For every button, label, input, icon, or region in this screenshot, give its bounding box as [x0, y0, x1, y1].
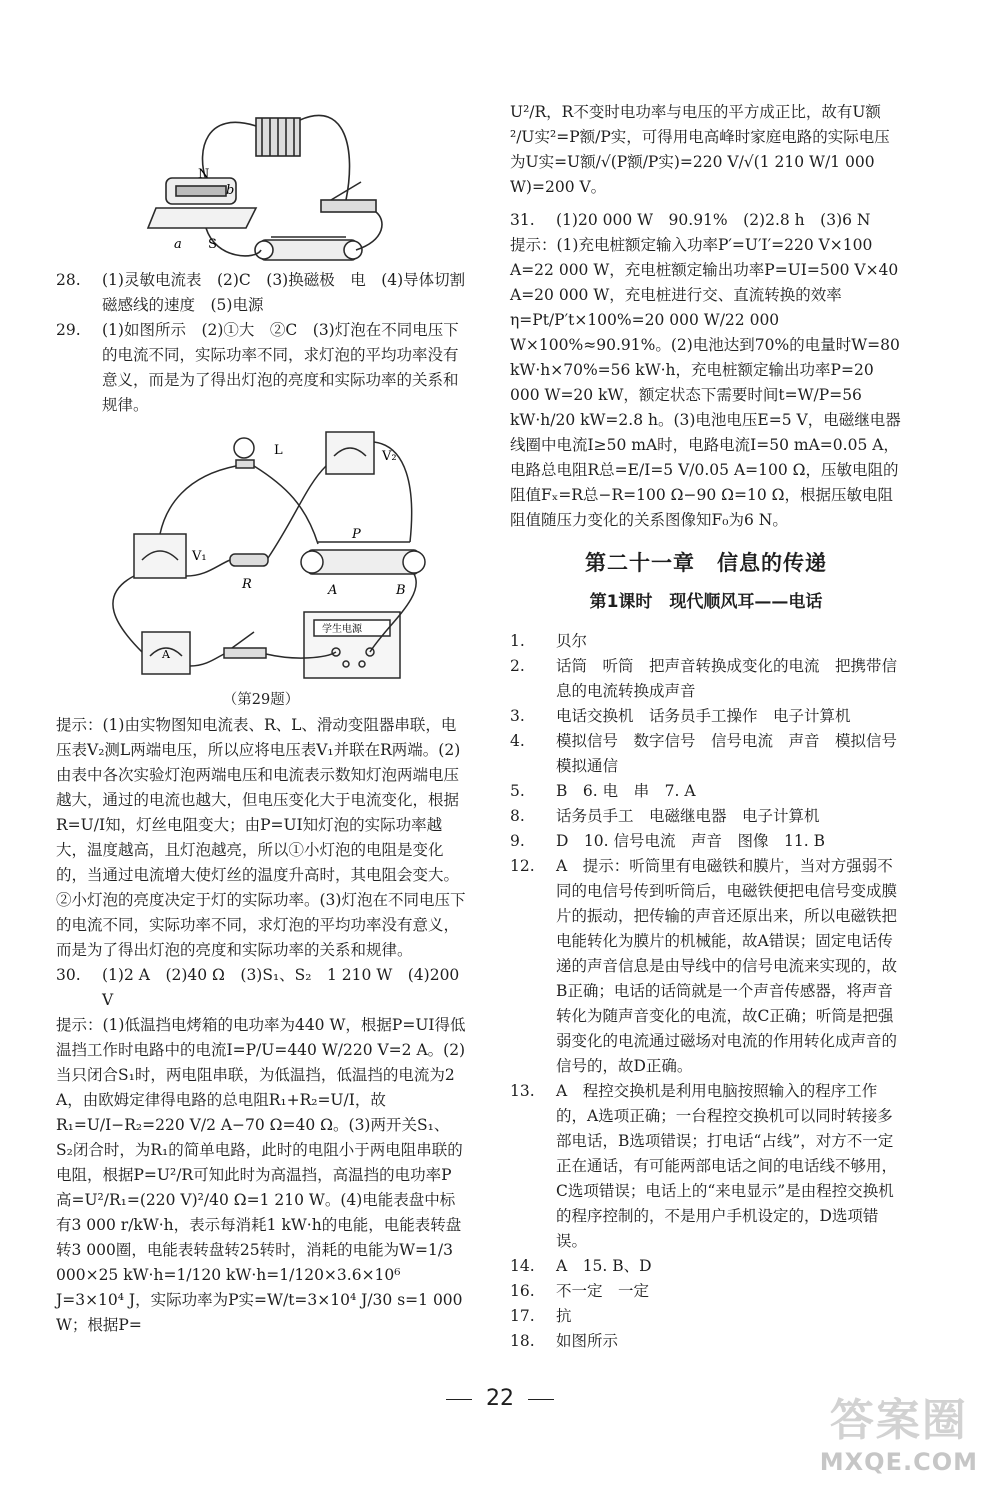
answer-number: 9. [510, 832, 525, 850]
circuit-diagram-svg [56, 426, 466, 688]
watermark-line2: MXQE.COM [819, 1448, 978, 1476]
answer-number: 1. [510, 632, 525, 650]
chapter-title: 第二十一章 信息的传递 [585, 551, 827, 575]
answer-number: 8. [510, 807, 525, 825]
hint-31: 提示：(1)充电桩额定输入功率P′=U′I′=220 V×100 A=22 000 W，充电桩额定输出功率P=UI=500 V×40 A=20 000 W，充电桩进行交、直流转换的效率η=Pt/P′t×100%=20 000 W/22 000 W×100%≈90.91%。(2)电池达到70%的电量时W=80 kW·h×70%=56 kW·h，充电桩额定输出功率P=20 000 W=20 kW，额定状态下需要时间t=W/P=56 kW·h/20 kW=2.8 h。(3)电池电压E=5 V，电磁继电器线圈中电流I≥50 mA时，电路电流I=50 mA=0.05 A，电路总电阻R总=E/I=5 V/0.05 A=100 Ω，压敏电阻的阻值Fₓ=R总−R=100 Ω−90 Ω=10 Ω，根据压敏电阻阻值随压力变化的关系图像知F₀为6 N。 [510, 236, 901, 529]
hint-29: 提示：(1)由实物图知电流表、R、L、滑动变阻器串联，电压表V₂测L两端电压，所以应将电压表V₁并联在R两端。(2)由表中各次实验灯泡两端电压和电流表示数知灯泡两端电压越大，通过的电流也越大，但电压变化大于电流变化，根据R=U/I知，灯丝电阻变大；由P=UI知灯泡的实际功率越大，温度越高，且灯泡越亮，所以①小灯泡的电阻是变化的，当通过电流增大使灯丝的温度升高时，其电阻会变大。②小灯泡的亮度决定于灯的实际功率。(3)灯泡在不同电压下的电流不同，实际功率不同，求灯泡的平均功率没有意义，而是为了得出灯泡的亮度和实际功率的关系和规律。 [56, 716, 466, 959]
answer-number: 16. [510, 1282, 535, 1300]
list-item [510, 829, 902, 854]
answer-text: D 10. 信号电流 声音 图像 11. B [556, 832, 825, 850]
list-item [510, 804, 902, 829]
figure-q29-circuit [56, 426, 466, 688]
answer-number: 13. [510, 1082, 535, 1100]
answer-text: 抗 [556, 1307, 572, 1325]
answer-31: 31. (1)20 000 W 90.91% (2)2.8 h (3)6 N [510, 211, 871, 229]
svg-text:b: b [226, 183, 235, 198]
figure-q27-apparatus [56, 90, 466, 268]
answer-number: 4. [510, 732, 525, 750]
answer-number: 3. [510, 707, 525, 725]
answer-text: 贝尔 [556, 632, 588, 650]
answer-number: 18. [510, 1332, 535, 1350]
list-item [510, 1079, 902, 1254]
label-L: L [274, 443, 283, 458]
label-A: A [328, 583, 338, 598]
list-item [510, 1304, 902, 1329]
right-column [510, 100, 913, 1354]
label-V1: V₁ [192, 549, 207, 564]
list-item [510, 1329, 902, 1354]
answer-number: 14. [510, 1257, 535, 1275]
answer-list [510, 629, 913, 1354]
list-item [510, 854, 902, 1079]
answer-number: 2. [510, 657, 525, 675]
answer-text: B 6. 电 串 7. A [556, 782, 696, 800]
lesson-title: 第1课时 现代顺风耳——电话 [589, 592, 823, 612]
svg-text:N: N [198, 167, 210, 182]
answer-29: 29. (1)如图所示 (2)①大 ②C (3)灯泡在不同电压下的电流不同，实际功率不同，求灯泡的平均功率没有意义，而是为了得出灯泡的亮度和实际功率的关系和规律。 [56, 321, 459, 414]
answer-text: 话务员手工 电磁继电器 电子计算机 [556, 807, 820, 825]
label-supply: 学生电源 [322, 624, 362, 635]
watermark-logo [820, 1384, 978, 1476]
figure-29-caption: （第29题） [222, 692, 300, 708]
answer-28: 28. (1)灵敏电流表 (2)C (3)换磁极 电 (4)导体切割磁感线的速度 (5)电源 [56, 271, 466, 314]
list-item [510, 729, 913, 779]
answer-text: 话筒 听筒 把声音转换成变化的电流 把携带信息的电流转换成声音 [556, 657, 898, 700]
answer-text: 模拟信号 数字信号 信号电流 声音 模拟信号 模拟通信 [556, 732, 913, 775]
list-item [510, 1254, 902, 1279]
answer-text: A 15. B、D [556, 1257, 652, 1275]
label-ammeter: A [162, 648, 170, 661]
answer-number: 5. [510, 782, 525, 800]
svg-text:S: S [208, 237, 217, 252]
hint-30-continued: U²/R，R不变时电功率与电压的平方成正比，故有U额²/U实²=P额/P实，可得用电高峰时家庭电路的实际电压为U实=U额/√(P额/P实)=220 V/√(1 210 W/1 000 W)=200 V。 [510, 103, 890, 196]
list-item [510, 1279, 902, 1304]
list-item [510, 654, 902, 704]
label-P: P [352, 527, 361, 542]
answer-30: 30. (1)2 A (2)40 Ω (3)S₁、S₂ 1 210 W (4)200 V [56, 966, 460, 1009]
answer-text: A 提示：听筒里有电磁铁和膜片，当对方强弱不同的电信号传到听筒后，电磁铁便把电信号变成膜片的振动，把传输的声音还原出来，所以电磁铁把电能转化为膜片的机械能，故A错误；固定电话传递的声音信息是由导线中的信号电流来实现的，故B正确；电话的话筒就是一个声音传感器，将声音转化为随声音变化的电流，故C正确；听筒是把强弱变化的电流通过磁场对电流的作用转化成声音的信号的，故D正确。 [556, 857, 898, 1075]
answer-text: A 程控交换机是利用电脑按照输入的程序工作的，A选项正确；一台程控交换机可以同时转接多部电话，B选项错误；打电话“占线”，对方不一定正在通话，有可能两部电话之间的电话线不够用，C选项错误；电话上的“来电显示”是由程控交换机的程序控制的，不是用户手机设定的，D选项错误。 [556, 1082, 898, 1250]
watermark-line1: 答案圈 [829, 1395, 968, 1446]
answer-text: 不一定 一定 [556, 1282, 650, 1300]
page-number: 22 [0, 1386, 1000, 1411]
list-item [510, 704, 902, 729]
answer-number: 17. [510, 1307, 535, 1325]
hint-30: 提示：(1)低温挡电烤箱的电功率为440 W，根据P=UI得低温挡工作时电路中的电流I=P/U=440 W/220 V=2 A。(2)当只闭合S₁时，两电阻串联，为低温挡，低温挡的电流为2 A，由欧姆定律得电路的总电阻R₁+R₂=U/I，故R₁=U/I−R₂=220 V/2 A−70 Ω=40 Ω。(3)两开关S₁、S₂闭合时，为R₁的简单电路，此时的电阻小于两电阻串联的电阻，根据P=U²/R可知此时为高温挡，高温挡的电功率P高=U²/R₁=(220 V)²/40 Ω=1 210 W。(4)电能表盘中标有3 000 r/kW·h，表示每消耗1 kW·h的电能，电能表转盘转3 000圈，电能表转盘转25转时，消耗的电能为W=1/3 000×25 kW·h=1/120 kW·h=1/120×3.6×10⁶ J=3×10⁴ J，实际功率为P实=W/t=3×10⁴ J/30 s=1 000 W；根据P= [56, 1016, 466, 1334]
label-R: R [242, 577, 252, 592]
label-V2: V₂ [382, 449, 397, 464]
answer-number: 12. [510, 857, 535, 875]
left-column [56, 90, 466, 1338]
list-item [510, 629, 902, 654]
svg-text:a: a [174, 237, 182, 252]
answer-text: 电话交换机 话务员手工操作 电子计算机 [556, 707, 851, 725]
label-B: B [396, 583, 406, 598]
answer-text: 如图所示 [556, 1332, 619, 1350]
list-item [510, 779, 902, 804]
